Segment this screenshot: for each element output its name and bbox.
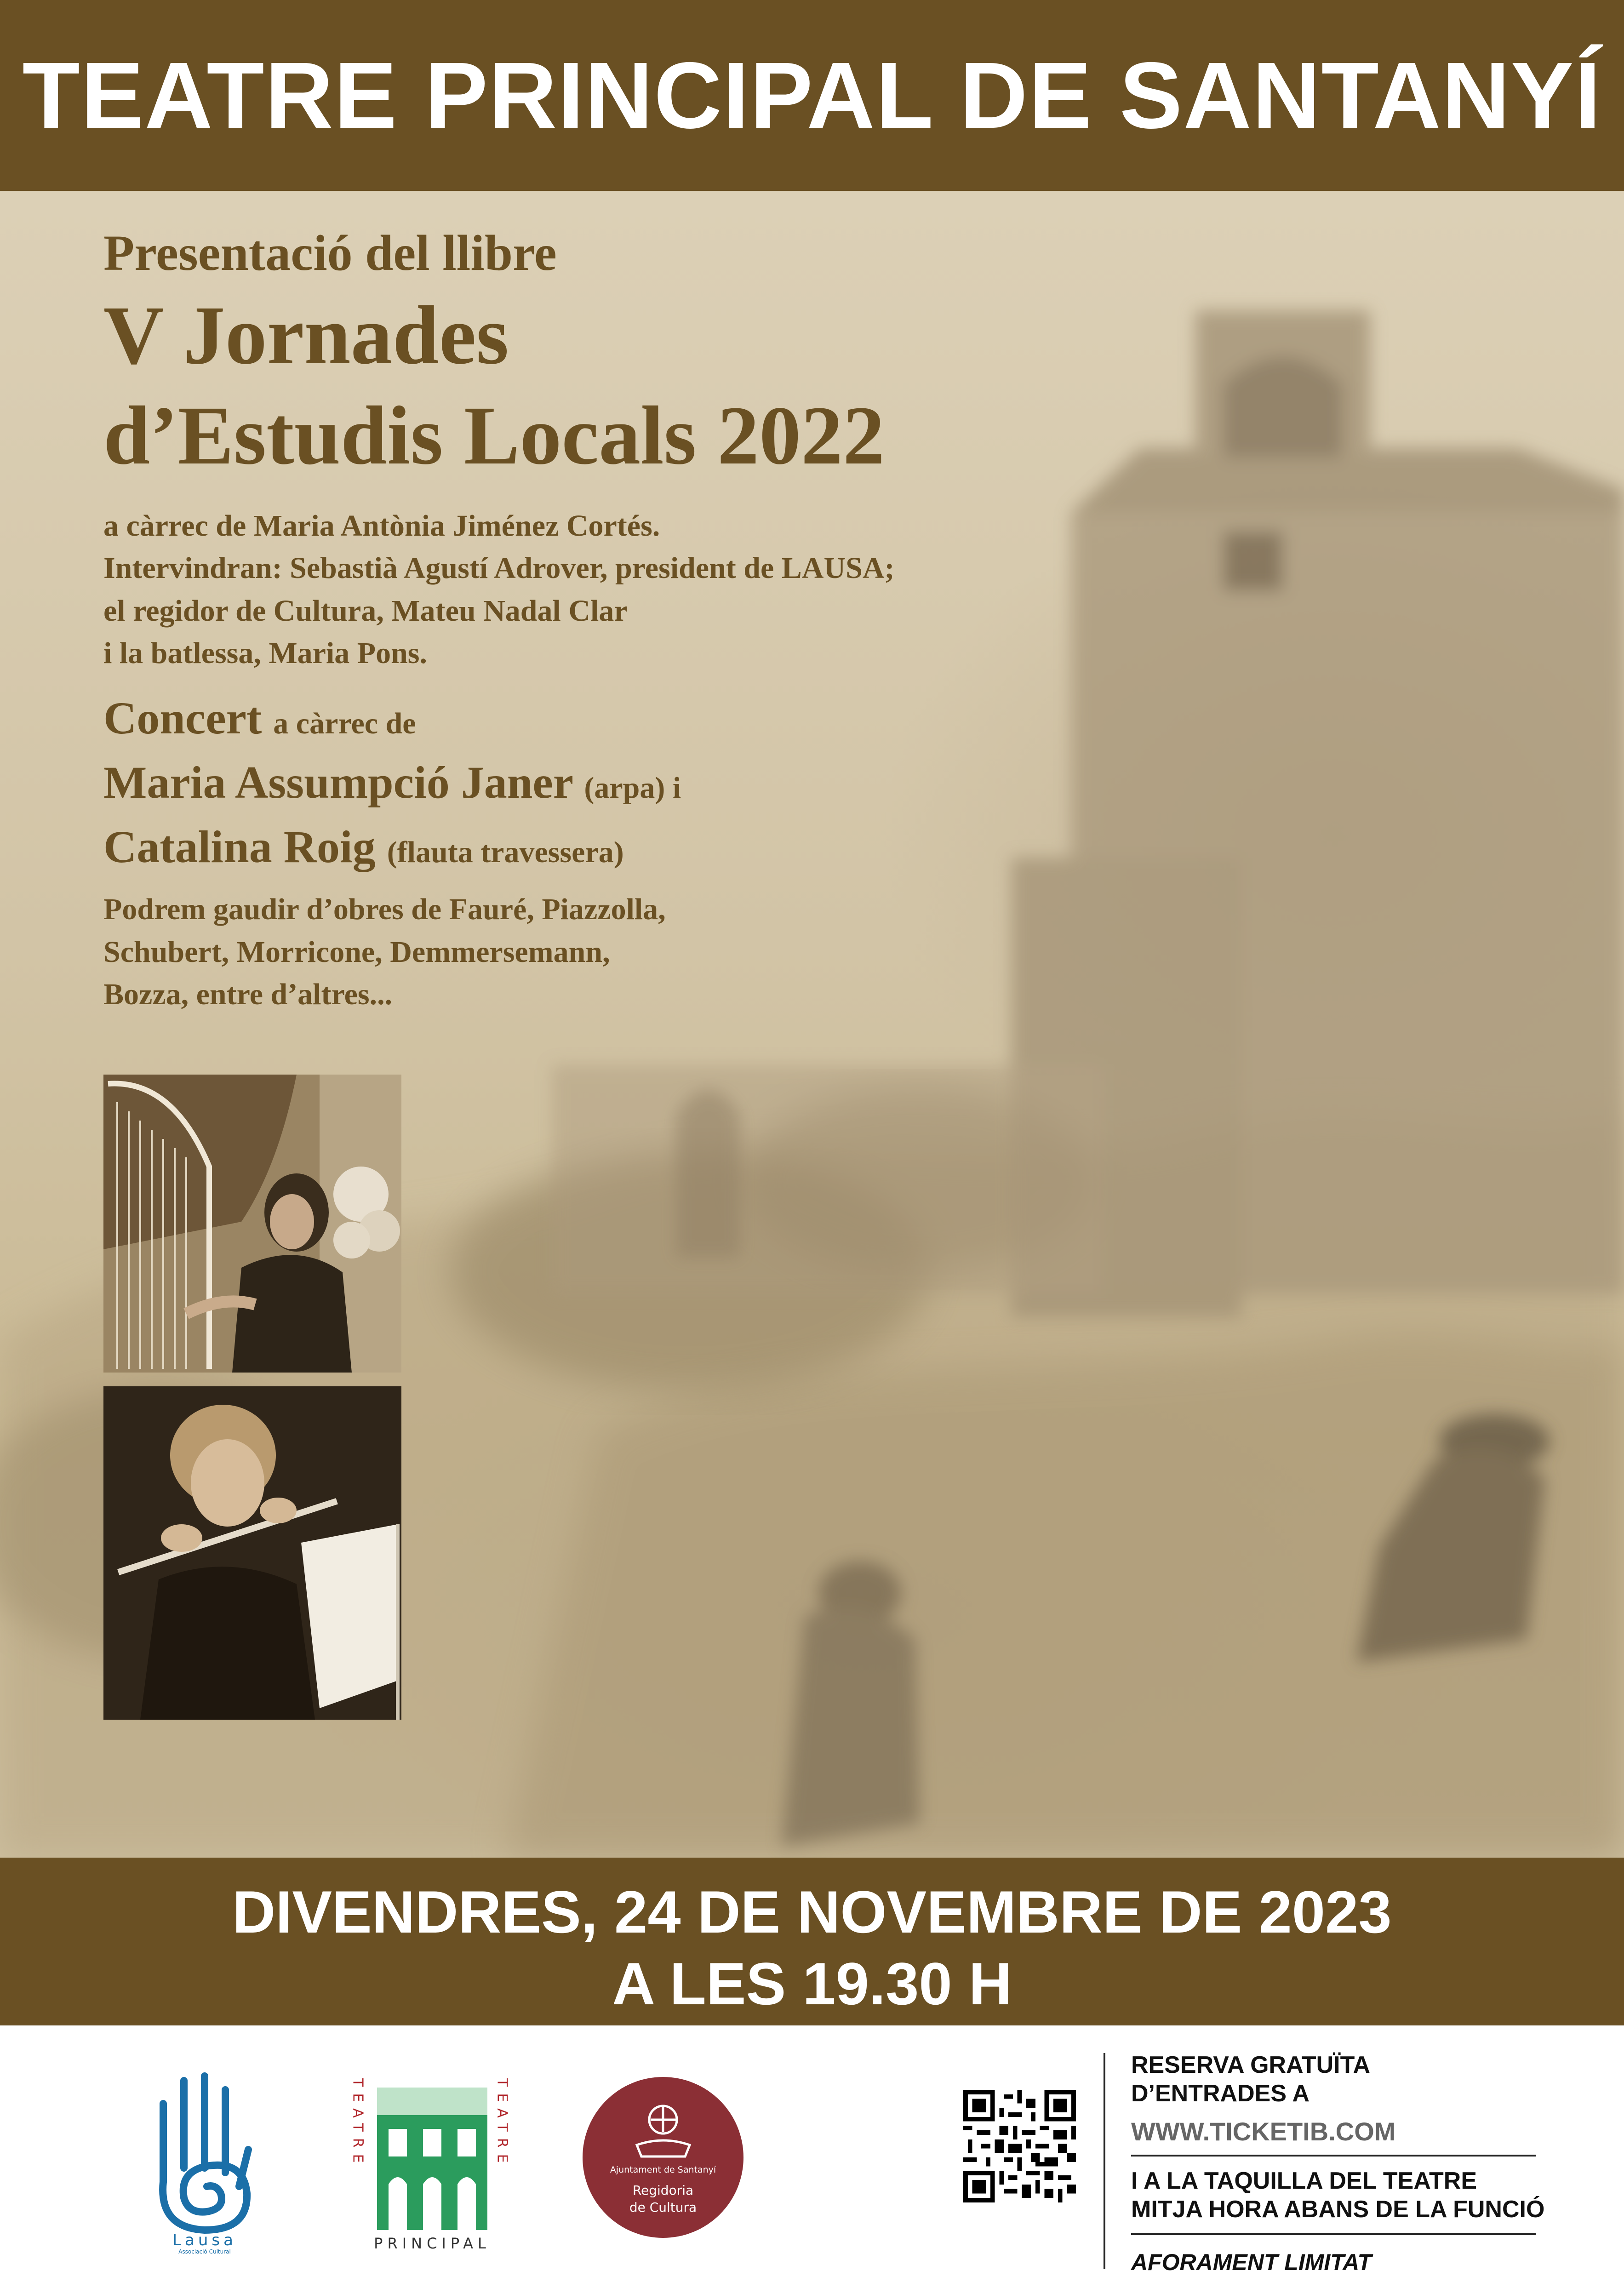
reserva-separator-2 [1131, 2233, 1536, 2235]
teatre-bottom-label: PRINCIPAL [374, 2235, 491, 2252]
regidoria-line2: de Cultura [629, 2200, 697, 2215]
background-photo [0, 191, 1624, 1858]
harpist-photo [103, 1075, 401, 1373]
performer-1-instrument: (arpa) i [584, 771, 681, 805]
teatre-principal-logo [349, 2069, 515, 2253]
date-banner [0, 1858, 1624, 2025]
speakers-info: a càrrec de Maria Antònia Jiménez Cortés. Intervindran: Sebastià Agustí Adrover, president de LAUSA; el regidor de Cultura, Mateu Nadal Clar i la batlessa, Maria Pons. [103, 509, 895, 670]
ticketib-link[interactable]: WWW.TICKETIB.COM [1131, 2116, 1396, 2146]
ajuntament-label: Ajuntament de Santanyí [610, 2165, 716, 2175]
lausa-subtitle: Associació Cultural [178, 2248, 231, 2255]
event-time: A LES 19.30 H [612, 1950, 1012, 2017]
works-list: Podrem gaudir d’obres de Fauré, Piazzolla, Schubert, Morricone, Demmersemann, Bozza, entre d’altres... [103, 892, 666, 1012]
performer-2-name: Catalina Roig [103, 821, 376, 873]
aforament-note: AFORAMENT LIMITAT [1131, 2249, 1372, 2275]
regidoria-line1: Regidoria [632, 2183, 694, 2198]
taquilla-line2: MITJA HORA ABANS DE LA FUNCIÓ [1131, 2196, 1545, 2223]
qr-code-icon[interactable] [963, 2090, 1076, 2202]
event-date: DIVENDRES, 24 DE NOVEMBRE DE 2023 [232, 1878, 1392, 1945]
intro-text: Presentació del llibre [103, 225, 557, 281]
book-title [103, 286, 1069, 486]
performer-1 [103, 755, 1069, 810]
book-title-line2: d’Estudis Locals 2022 [103, 389, 885, 482]
book-title-line1: V Jornades [103, 289, 509, 382]
teatre-left-label: TEATRE [349, 2078, 366, 2169]
reserva-line2: D’ENTRADES A [1131, 2080, 1310, 2107]
performer-1-name: Maria Assumpció Janer [103, 757, 573, 808]
flutist-photo [103, 1386, 401, 1720]
performer-2-instrument: (flauta travessera) [387, 835, 624, 869]
lausa-name: Lausa [172, 2231, 237, 2249]
lausa-logo [145, 2062, 264, 2255]
taquilla-line1: I A LA TAQUILLA DEL TEATRE [1131, 2167, 1477, 2194]
reserva-line1: RESERVA GRATUÏTA [1131, 2052, 1371, 2078]
regidoria-cultura-logo [582, 2076, 745, 2239]
footer-divider [1104, 2053, 1105, 2269]
header-banner [0, 0, 1624, 191]
footer [0, 2025, 1624, 2288]
reserva-separator [1131, 2155, 1536, 2156]
event-details [103, 225, 1069, 1016]
concert-heading [103, 691, 1069, 746]
reservation-info [1131, 2051, 1609, 2276]
concert-word: Concert [103, 692, 262, 744]
teatre-right-label: TEATRE [494, 2078, 510, 2169]
performer-2 [103, 819, 1069, 875]
concert-suffix: a càrrec de [273, 707, 416, 741]
venue-title: TEATRE PRINCIPAL DE SANTANYÍ [22, 42, 1602, 148]
